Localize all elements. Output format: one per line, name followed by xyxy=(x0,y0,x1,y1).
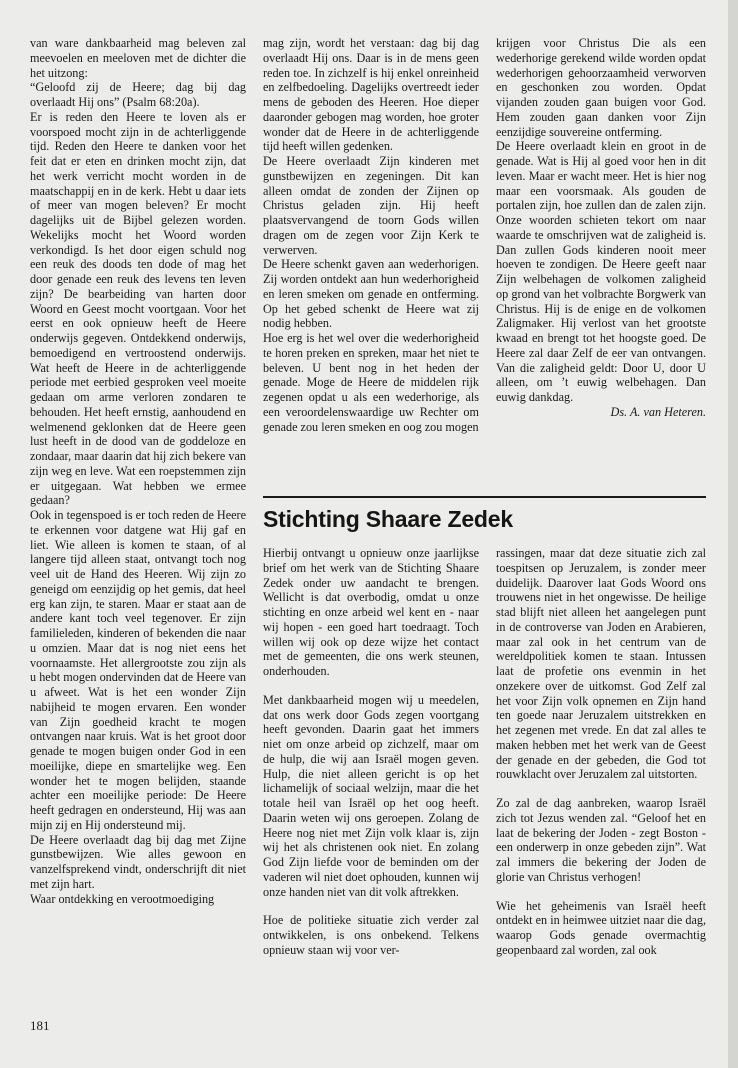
section-column-2 xyxy=(496,546,706,958)
paragraph: Hoe de politieke situatie zich verder zal ontwikkelen, is ons onbekend. Telkens opnieuw staan wij voor ver- xyxy=(263,913,479,957)
article-column-3 xyxy=(496,36,706,420)
paragraph: De Heere overlaadt klein en groot in de genade. Wat is Hij al goed voor hen in dit leven. Maar er wacht meer. Het is hier nog maar een voorsmaak. Als gouden de portalen zijn, hoe zullen dan de zalen zijn. Onze woorden schieten tekort om naar waarde te omschrijven wat de zaligheid is. Dan zullen Gods kinderen nooit meer hoeven te zondigen. De Heere geeft naar Zijn welbehagen de volkomen zaligheid op grond van het volbrachte Borgwerk van Christus. Hij is de enige en de volkomen Zaligmaker. Hij verlost van het grootste kwaad en brengt tot het hoogste goed. De Heere zal daar Zelf de eer van ontvangen. Van die zaligheid geldt: Door U, door U alleen, om ’t euwig welbehagen. Dan euwig dankdag. xyxy=(496,139,706,404)
scan-edge xyxy=(728,0,738,1068)
paragraph: Met dankbaarheid mogen wij u meedelen, dat ons werk door Gods zegen voortgang heeft gevonden. Daarin gaat het immers niet om onze arbeid op zichzelf, maar om de hulp, die wij aan Israël mogen geven. Hulp, die niet alleen gericht is op het lichamelijk of sociaal welzijn, maar die het totale heil van Israël op het oog heeft. Daarin weten wij ons geroepen. Zolang de Heere nog niet met Zijn volk klaar is, zijn wij het als christenen ook niet. En zolang God Zijn liefde voor de beminden om der vaderen wil niet doet ophouden, kunnen wij onze handen niet van dit volk aftrekken. xyxy=(263,692,479,899)
author-signature: Ds. A. van Heteren. xyxy=(610,404,706,419)
page-number: 181 xyxy=(30,1018,50,1033)
paragraph: van ware dankbaarheid mag beleven zal meevoelen en meeloven met de dichter die het uitzong: xyxy=(30,36,246,80)
paragraph: De Heere overlaadt dag bij dag met Zijne gunstbewijzen. Wie alles gewoon en vanzelfsprekend vindt, onderschrijft dit niet met zijn hart. xyxy=(30,832,246,891)
paragraph: Waar ontdekking en verootmoediging xyxy=(30,891,215,906)
paragraph: Ook in tegenspoed is er toch reden de Heere te erkennen voor datgene wat Hij gaf en liet. Wie alleen is komen te staan, of al langere tijd alleen staat, ontvangt toch nog veel uit de Hand des Heeren. Wij zijn zo geneigd om eenzijdig op het gemis, dat heel erg kan zijn, te staren. Maar er staat aan de andere kant toch veel tegenover. Er zijn familieleden, kinderen of bekenden die naar u omzien. Maar dat is nog niet eens het voornaamste. Het allergrootste zou zijn als u hebt mogen ondervinden dat de Heere van u afweet. Wat is het een wonder Zijn nabijheid te mogen ervaren. Een wonder van Zijn goedheid kracht te mogen ontvangen naar kruis. Wat is het groot door genade te mogen buigen onder God in een moeilijke, diepe en smartelijke weg. Een wonder het te mogen belijden, staande achter een moeilijke periode: De Heere heeft gedragen en ondersteund, Hij was aan mijn zij en Hij ondersteund mij. xyxy=(30,508,246,832)
paragraph: Er is reden den Heere te loven als er voorspoed mocht zijn in de achterliggende tijd. Reden den Heere te danken voor het feit dat er eten en drinken mocht zijn, dat het werk verricht mocht worden in de maatschappij en in de kerk. Hebt u daar iets of meer van mogen beleven? Er mocht dagelijks uit de Bijbel gelezen worden. Wekelijks mocht het Woord worden verkondigd. Is het door eigen schuld nog een reuk des doods ten dode of mag het door genade een reuk des levens ten leven zijn? De bearbeiding van harten door Woord en Geest mocht voortgaan. Voor het eerst en ook opnieuw heeft de Heere onderwijs gegeven. Ontdekkend onderwijs, bemoedigend en vertroostend onderwijs. Wat heeft de Heere in de achterliggende periode met eerbied gesproken veel moeite gedaan om arme verloren zondaren te behouden. Het heeft ernstig, aanhoudend en welmenend geklonken dat de Heere geen lust heeft in de dood van de goddeloze en zondaar, maar daarin dat hij zich bekere van zijn weg en leve. Wat een roepstemmen zijn er uitgegaan. Wat hebben we ermee gedaan? xyxy=(30,109,246,508)
article-column-2 xyxy=(263,36,479,434)
section-column-1 xyxy=(263,546,479,958)
section-divider xyxy=(263,496,706,498)
paragraph: De Heere schenkt gaven aan wederhorigen. Zij worden ontdekt aan hun wederhorigheid en leren smeken om genade en ontferming. Op het gebed schenkt de Heere wat zij nodig hebben. xyxy=(263,257,479,331)
section-heading: Stichting Shaare Zedek xyxy=(263,506,513,532)
paragraph: rassingen, maar dat deze situatie zich zal toespitsen op Jeruzalem, is zonder meer duidelijk. Daarover laat Gods Woord ons trouwens niet in het ongewisse. De heilige stad blijft niet alleen het aangelegen punt in de controverse van Joden en Arabieren, maar zal ook in het centrum van de wereldpolitiek komen te staan. Intussen laat de profetie ons evenmin in het onzekere over de uitkomst. God Zelf zal het voor Zijn volk opnemen en Zijn hand ten goede naar Jeruzalem uitstrekken en het zegenen met vrede. En dat zal alles te maken hebben met het werk van de Geest der genade en der gebeden, die God tot rouwklacht over Jeruzalem zal uitstorten. xyxy=(496,546,706,782)
paragraph: Wie het geheimenis van Israël heeft ontdekt en in heimwee uitziet naar die dag, waarop Gods genade overmachtig geopenbaard zal worden, zal ook xyxy=(496,898,706,957)
article-column-1 xyxy=(30,36,246,906)
paragraph: Hoe erg is het wel over die wederhorigheid te horen preken en spreken, maar het niet te beleven. U bent nog in het heden der genade. Moge de Heere de middelen rijk zegenen opdat u als een wederhorige, als een veroordelenswaardige uw Rechter om genade zou leren smeken en oog zou mogen xyxy=(263,331,479,434)
paragraph: De Heere overlaadt Zijn kinderen met gunstbewijzen en zegeningen. Dit kan alleen omdat de zonden der Zijnen op Christus geladen zijn. Hij heeft plaatsvervangend de toorn Gods willen dragen om de zegen voor Zijn Kerk te verwerven. xyxy=(263,154,479,257)
psalm-quote: “Geloofd zij de Heere; dag bij dag overlaadt Hij ons” (Psalm 68:20a). xyxy=(30,80,246,109)
paragraph: mag zijn, wordt het verstaan: dag bij dag overlaadt Hij ons. Daar is in de mens geen reden toe. In zichzelf is hij enkel onreinheid en zelfbedoeling. Dagelijks overtreedt ieder mens de geboden des Heeren. Hoe dieper daaronder gebogen mag worden, hoe groter wonder dat de Heere in de achterliggende tijd heeft willen gedenken. xyxy=(263,36,479,154)
paragraph: krijgen voor Christus Die als een wederhorige gerekend wilde worden opdat wederhorigen gehoorzaamheid verworven en geschonken zou worden. Opdat vijanden zouden gaan buigen voor God. Hem zouden gaan danken voor Zijn eenzijdige souvereine ontferming. xyxy=(496,36,706,139)
paragraph: Zo zal de dag aanbreken, waarop Israël zich tot Jezus wenden zal. “Geloof het en laat de bekering der Joden - zegt Boston - een onderwerp in onze gebeden zijn”. Wat zal immers die bekering der Joden de glorie van Christus verhogen! xyxy=(496,796,706,884)
paragraph: Hierbij ontvangt u opnieuw onze jaarlijkse brief om het werk van de Stichting Shaare Zedek onder uw aandacht te brengen. Wellicht is dat overbodig, omdat u onze stichting en onze arbeid wel kent en - naar wij hopen - een goed hart toedraagt. Toch willen wij ook op deze wijze het contact met de gemeenten, die ons werk steunen, onderhouden. xyxy=(263,546,479,678)
